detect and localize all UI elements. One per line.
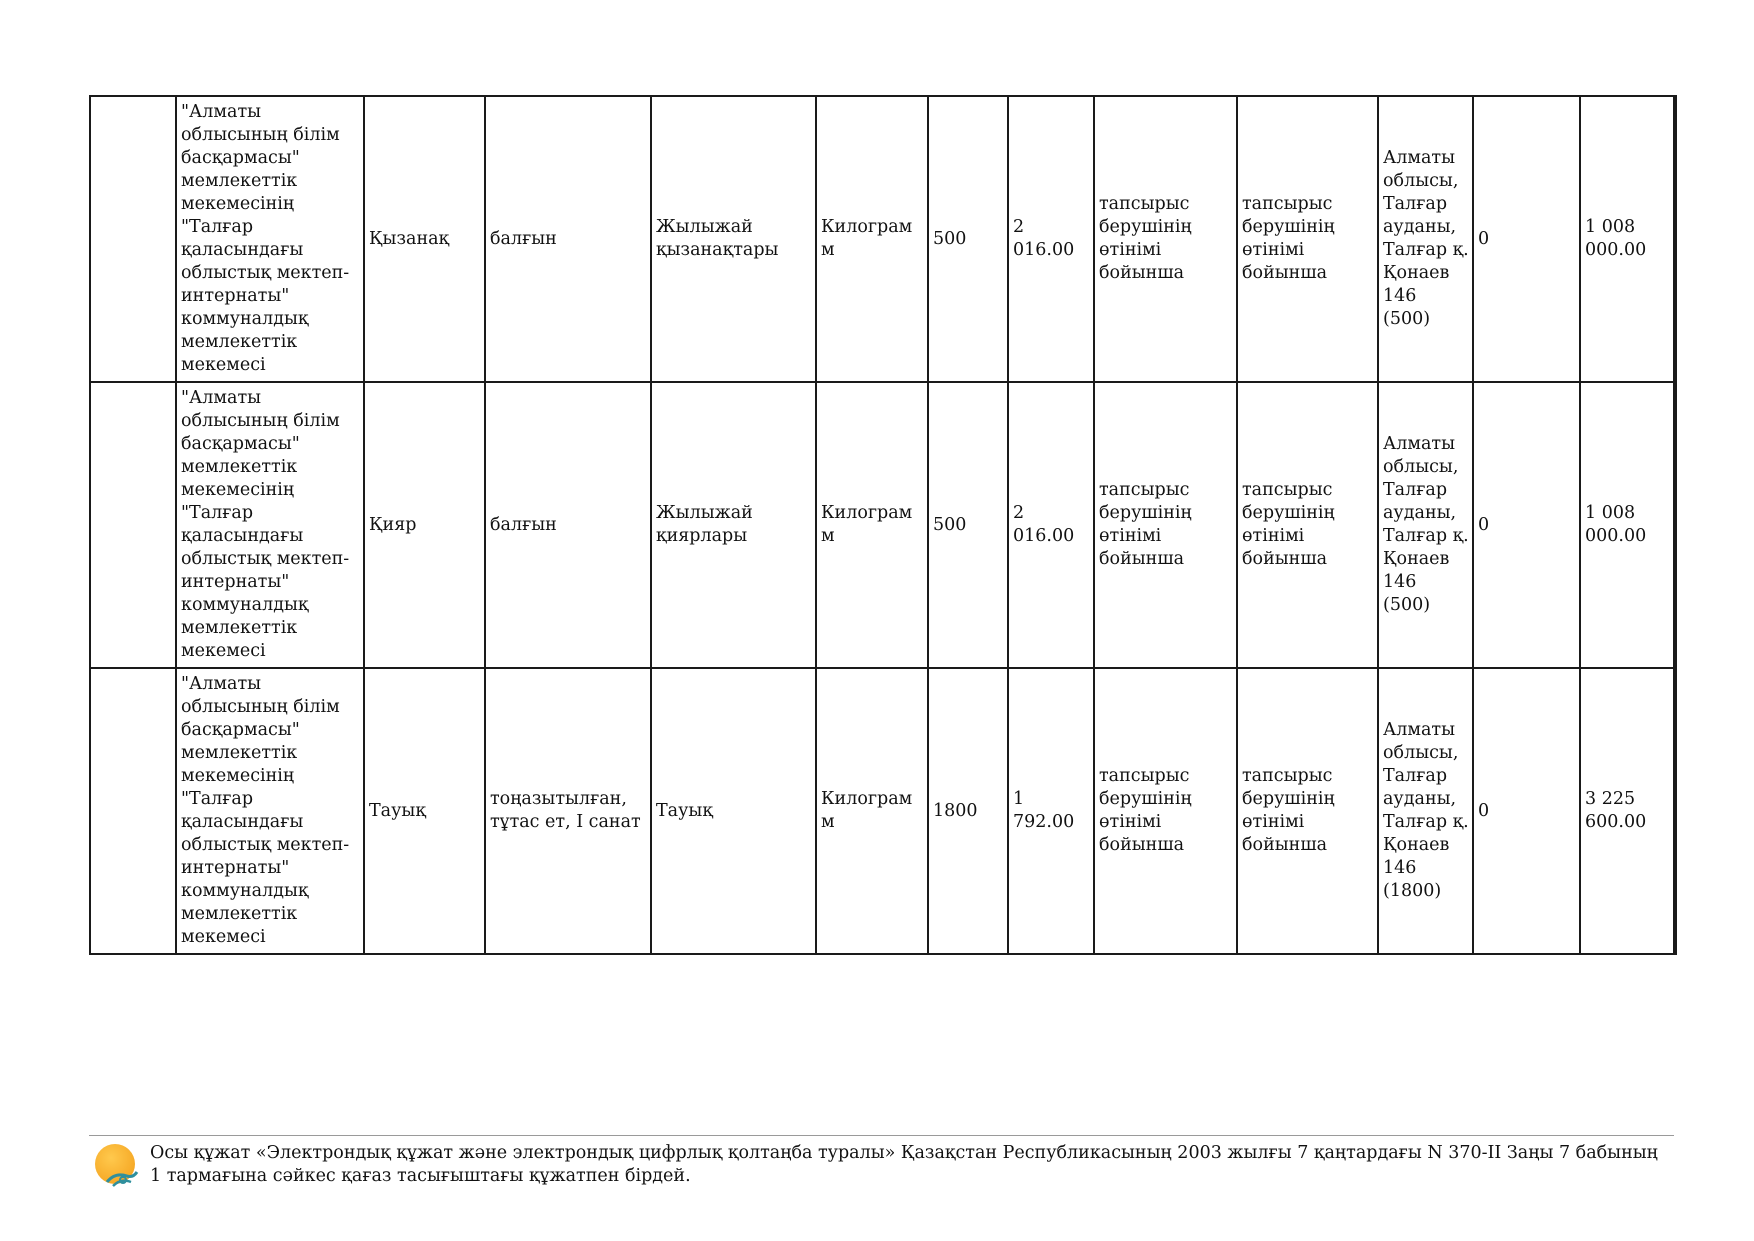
- advance-cell: 0: [1473, 668, 1580, 954]
- quantity-cell: 500: [928, 96, 1008, 382]
- delivery-term-cell: тапсырыс берушінің өтінімі бойынша: [1094, 382, 1237, 668]
- quantity-cell: 1800: [928, 668, 1008, 954]
- table-row: [90, 382, 1675, 668]
- table-row: [90, 668, 1675, 954]
- delivery-address-cell: Алматы облысы, Талғар ауданы, Талғар қ. Қонаев 146 (1800): [1378, 668, 1473, 954]
- delivery-term-cell: тапсырыс берушінің өтінімі бойынша: [1094, 96, 1237, 382]
- delivery-address-cell: Алматы облысы, Талғар ауданы, Талғар қ. Қонаев 146 (500): [1378, 382, 1473, 668]
- delivery-address-cell: Алматы облысы, Талғар ауданы, Талғар қ. Қонаев 146 (500): [1378, 96, 1473, 382]
- row-number-cell: [90, 382, 176, 668]
- advance-cell: 0: [1473, 96, 1580, 382]
- sum-cell: 1 008 000.00: [1580, 382, 1675, 668]
- delivery-schedule-cell: тапсырыс берушінің өтінімі бойынша: [1237, 96, 1378, 382]
- description-cell: Тауық: [651, 668, 816, 954]
- characteristic-cell: балғын: [485, 96, 651, 382]
- unit-cell: Килограмм: [816, 382, 928, 668]
- legal-notice-text: Осы құжат «Электрондық құжат және электрондық цифрлық қолтаңба туралы» Қазақстан Республикасының 2003 жылғы 7 қаңтардағы N 370-II Заңы 7 бабының 1 тармағына сәйкес қағаз тасығыштағы құжатпен бірдей.: [150, 1143, 1658, 1186]
- customer-cell: "Алматы облысының білім басқармасы" мемлекеттік мекемесінің "Талғар қаласындағы облыстық мектеп-интернаты" коммуналдық мемлекеттік мекемесі: [176, 668, 364, 954]
- customer-cell: "Алматы облысының білім басқармасы" мемлекеттік мекемесінің "Талғар қаласындағы облыстық мектеп-интернаты" коммуналдық мемлекеттік мекемесі: [176, 96, 364, 382]
- unit-cell: Килограмм: [816, 668, 928, 954]
- customer-cell: "Алматы облысының білім басқармасы" мемлекеттік мекемесінің "Талғар қаласындағы облыстық мектеп-интернаты" коммуналдық мемлекеттік мекемесі: [176, 382, 364, 668]
- unit-cell: Килограмм: [816, 96, 928, 382]
- price-cell: 2 016.00: [1008, 382, 1094, 668]
- row-number-cell: [90, 96, 176, 382]
- delivery-term-cell: тапсырыс берушінің өтінімі бойынша: [1094, 668, 1237, 954]
- price-cell: 2 016.00: [1008, 96, 1094, 382]
- row-number-cell: [90, 668, 176, 954]
- sum-cell: 3 225 600.00: [1580, 668, 1675, 954]
- table-body: [90, 96, 1675, 954]
- table-row: [90, 96, 1675, 382]
- advance-cell: 0: [1473, 382, 1580, 668]
- characteristic-cell: балғын: [485, 382, 651, 668]
- document-footer: [89, 1135, 1674, 1186]
- item-name-cell: Тауық: [364, 668, 485, 954]
- delivery-schedule-cell: тапсырыс берушінің өтінімі бойынша: [1237, 668, 1378, 954]
- price-cell: 1 792.00: [1008, 668, 1094, 954]
- description-cell: Жылыжай қиярлары: [651, 382, 816, 668]
- sum-cell: 1 008 000.00: [1580, 96, 1675, 382]
- item-name-cell: Қызанақ: [364, 96, 485, 382]
- quantity-cell: 500: [928, 382, 1008, 668]
- description-cell: Жылыжай қызанақтары: [651, 96, 816, 382]
- characteristic-cell: тоңазытылған, тұтас ет, I санат: [485, 668, 651, 954]
- delivery-schedule-cell: тапсырыс берушінің өтінімі бойынша: [1237, 382, 1378, 668]
- item-name-cell: Қияр: [364, 382, 485, 668]
- egov-sun-logo-icon: [93, 1142, 141, 1190]
- procurement-table: [89, 95, 1677, 955]
